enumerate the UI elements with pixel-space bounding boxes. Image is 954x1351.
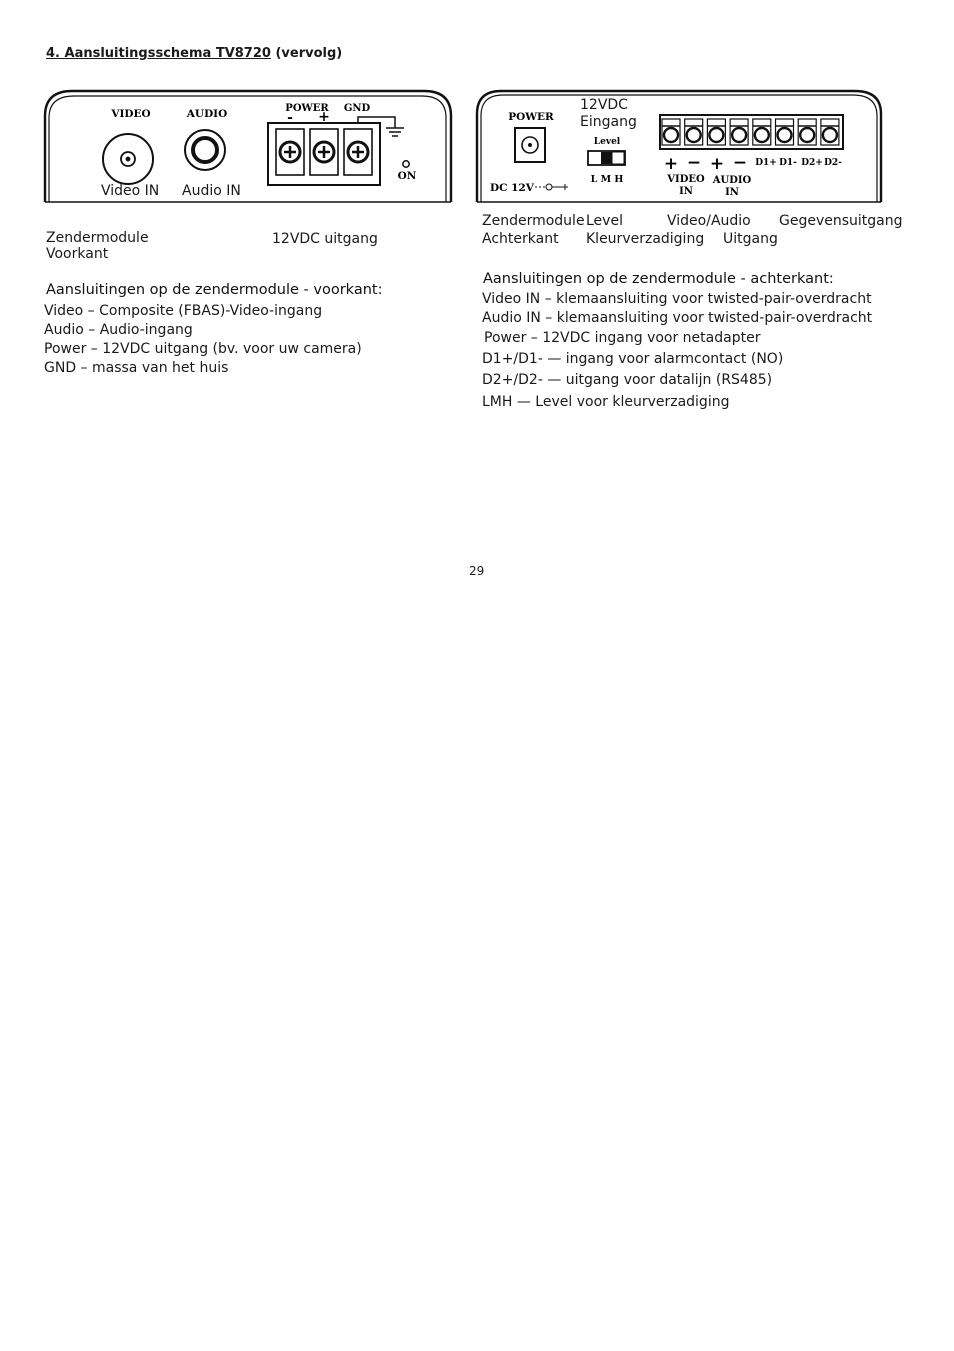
video-plus-label: + — [663, 154, 679, 174]
data-output-caption: Gegevensuitgang — [779, 213, 903, 229]
audio-rca-connector — [185, 130, 225, 170]
on-label: ON — [397, 170, 417, 182]
rear-terminal-strip — [660, 115, 843, 149]
audio-in-caption: Audio IN — [182, 183, 241, 199]
dc-input-line2: Eingang — [580, 114, 637, 130]
terminal-screw — [798, 119, 816, 145]
terminal-screw — [707, 119, 725, 145]
rear-connections-title: Aansluitingen op de zendermodule - achterkant: — [483, 271, 834, 287]
terminal-screw — [730, 119, 748, 145]
dc-jack-connector — [515, 128, 545, 162]
front-module-line1: Zendermodule — [46, 230, 149, 246]
front-connections-list — [44, 302, 362, 378]
heading-main: 4. Aansluitingsschema TV8720 — [46, 46, 271, 61]
on-led-icon — [403, 161, 409, 167]
rear-panel-diagram — [473, 88, 885, 204]
d1-minus-label: D1- — [779, 158, 797, 168]
rear-audio-label: AUDIO — [712, 175, 752, 186]
dc-input-line1: 12VDC — [580, 97, 628, 113]
front-module-caption — [46, 230, 149, 262]
rear-connections-list-a — [482, 290, 872, 328]
level-caption-line2: Kleurverzadiging — [586, 231, 705, 247]
d2-plus-label: D2+ — [801, 158, 823, 168]
list-item: D2+/D2- — uitgang voor datalijn (RS485) — [482, 372, 773, 388]
page-heading — [46, 46, 342, 61]
terminal-screw — [685, 119, 703, 145]
video-label: VIDEO — [111, 108, 151, 120]
rear-power-label: POWER — [508, 111, 554, 123]
gnd-label: GND — [343, 103, 371, 114]
list-item: Power – 12VDC uitgang (bv. voor uw camera) — [44, 341, 362, 357]
list-item: D1+/D1- — ingang voor alarmcontact (NO) — [482, 351, 784, 367]
level-switch — [588, 151, 625, 165]
audio-label: AUDIO — [186, 108, 228, 120]
d1-plus-label: D1+ — [755, 158, 777, 168]
terminal-screw — [753, 119, 771, 145]
front-module-line2: Voorkant — [46, 246, 109, 262]
rear-audio-in-label: IN — [725, 187, 739, 198]
list-item: Power – 12VDC ingang voor netadapter — [484, 330, 761, 346]
d2-minus-label: D2- — [824, 158, 842, 168]
audio-plus-label: + — [709, 154, 725, 174]
level-caption-line1: Level — [586, 213, 623, 229]
list-item: Video IN – klemaansluiting voor twisted-pair-overdracht — [482, 291, 872, 307]
rear-module-line1: Zendermodule — [482, 213, 585, 229]
dc-polarity-icon — [535, 184, 568, 190]
level-label: Level — [593, 137, 621, 147]
audio-minus-label: − — [732, 153, 748, 173]
terminal-screw — [776, 119, 794, 145]
terminal-screw — [662, 119, 680, 145]
plus-label: + — [318, 109, 330, 125]
power-label: POWER — [285, 103, 329, 114]
video-minus-label: − — [686, 153, 702, 173]
video-bnc-connector — [103, 134, 153, 184]
av-output-caption-line1: Video/Audio — [667, 213, 751, 229]
dc-input-caption — [580, 97, 637, 131]
front-output-caption: 12VDC uitgang — [272, 231, 378, 247]
list-item: Audio – Audio-ingang — [44, 322, 193, 338]
list-item: GND – massa van het huis — [44, 360, 229, 376]
list-item: LMH — Level voor kleurverzadiging — [482, 394, 730, 410]
av-output-caption-line2: Uitgang — [723, 231, 778, 247]
front-connections-title: Aansluitingen op de zendermodule - voorkant: — [46, 282, 383, 298]
list-item: Audio IN – klemaansluiting voor twisted-pair-overdracht — [482, 310, 873, 326]
rear-module-line2: Achterkant — [482, 231, 559, 247]
page-number: 29 — [469, 564, 485, 578]
heading-suffix: (vervolg) — [270, 46, 343, 61]
video-in-caption: Video IN — [101, 183, 160, 199]
rear-video-in-label: IN — [679, 186, 693, 197]
minus-label: - — [287, 110, 293, 126]
rear-module-caption — [482, 212, 585, 248]
rear-video-label: VIDEO — [667, 174, 705, 185]
lmh-label: L M H — [590, 174, 624, 185]
dc-12v-label: DC 12V — [490, 182, 534, 194]
power-terminal-block — [268, 123, 380, 185]
list-item: Video – Composite (FBAS)-Video-ingang — [44, 303, 323, 319]
terminal-screw — [821, 119, 839, 145]
